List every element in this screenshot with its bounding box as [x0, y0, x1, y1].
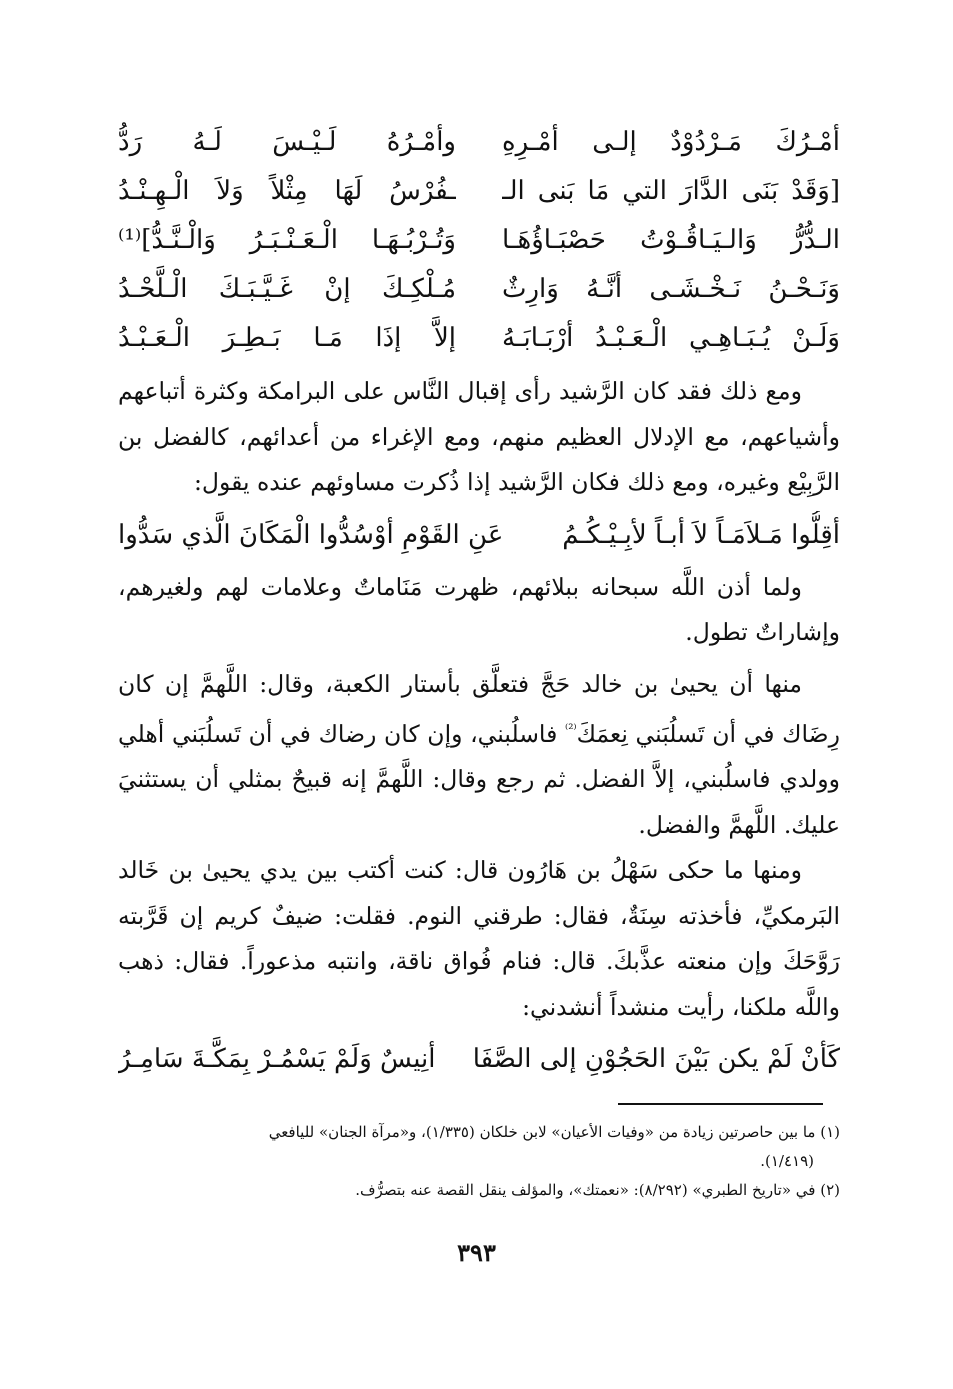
poem-verse — [118, 216, 840, 265]
paragraph-text-part1: منها أن يحيىٰ بن خالد حَجَّ فتعلَّق بأستار الكعبة، وقال: اللَّهمَّ إن كان رِضَاك في أن تَسلُبَني نِعمَكَ — [118, 669, 840, 748]
poem-verse — [118, 314, 840, 363]
verse-second-hemistich: أنِيسٌ وَلَمْ يَسْمُـرْ بِمَكَّـةَ سَامِـرُ — [118, 1044, 436, 1075]
footnote-2: (٢) في «تاريخ الطبري» (٨/٢٩٢): «نعمتك»، والمؤلف ينقل القصة عنه بتصرُّف. — [355, 1181, 840, 1199]
verse-second-hemistich: مُـلْكِـكَ إنْ غَـيَّـبَـكَ الْـلَّحْـدُ — [118, 274, 456, 304]
footnote-separator — [618, 1103, 823, 1105]
footnotes — [118, 1118, 840, 1205]
verse-second-hemistich: وَتُـرْبُـهَـا الْـعَـنْـبَـرُ وَالْـنَّـدُّ]⁽¹⁾ — [118, 225, 456, 255]
paragraph-sahl-ibn-harun: ومنها ما حكى سَهْلُ بن هَارُون قال: كنت أكتب بين يدي يحيىٰ بن خَالد البَرمكيِّ، فأخذته سِنَةٌ، فقال: طرقني النوم. فقلت: ضيفٌ كريم إن قَرَّبته رَوَّحَكَ وإن منعته عذَّبكَ. قال: فنام فُواق ناقة، وانتبه مذعوراً. فقال: ذهب واللَّه ملكنا، رأيت منشداً أنشدني: — [118, 856, 840, 1021]
verse-first-hemistich: الـدُّرُّ وَالـيَـاقُـوْتُ حَصْبَـاؤُهَـا — [502, 225, 840, 255]
verse-second-hemistich: وأمْـرُهُ لَـيْـسَ لَـهُ رَدُّ — [118, 127, 456, 157]
footnote-1-continuation: (١/٤١٩). — [760, 1152, 814, 1170]
verse-first-hemistich: أمْـرُكَ مَـرْدُوْدٌ إلـى أمْـرِهِ — [502, 127, 840, 157]
verse-first-hemistich: [وَقَدْ بَنَى الدَّارَ التي مَا بَنى الـ — [502, 176, 840, 206]
poem-verse-middle — [118, 511, 840, 560]
footnote-marker: ⁽²⁾ — [564, 722, 577, 737]
verse-first-hemistich: وَلَـنْ يُـبَـاهِـي الْـعَـبْـدُ أرْبَـابَـهُ — [502, 323, 840, 353]
poem-verse — [118, 118, 840, 167]
paragraph-omens: ولما أذن اللَّه سبحانه ببلائهم، ظهرت مَنَاماتٌ وعلامات لهم ولغيرهم، وإشاراتٌ تطول. — [118, 572, 840, 646]
poem-verse — [118, 167, 840, 216]
verse-first-hemistich: كَأنْ لَمْ يكن بَيْنَ الحَجُوْنِ إلى الصَّفَا — [472, 1044, 840, 1075]
poem-verse — [118, 265, 840, 314]
paragraph-yahya-kaaba — [118, 662, 840, 849]
verse-second-hemistich: ـفُرْسُ لَهَا مِثْلاً وَلاَ الْـهِـنْـدُ — [118, 176, 456, 206]
verse-second-hemistich: إلاَّ إذَا مَـا بَـطِـرَ الْـعَـبْـدُ — [118, 323, 456, 353]
paragraph-text-part2: فاسلُبني، وإن كان رضاك في أن تَسلُبَني أهلي وولدي فاسلُبني، إلاَّ الفضل. ثم رجع وقال: اللَّهمَّ إنه قبيحٌ بمثلي أن يستثنيَ عليك. اللَّهمَّ والفضل. — [118, 719, 840, 839]
page-body — [118, 118, 840, 1089]
page-number: ٣٩٣ — [457, 1238, 496, 1267]
footnote-1: (١) ما بين حاصرتين زيادة من «وفيات الأعيان» لابن خلكان (١/٣٣٥)، و«مرآة الجنان» لليافعي — [268, 1123, 840, 1141]
paragraph-barmakids-followers: ومع ذلك فقد كان الرَّشيد رأى إقبال النَّاس على البرامكة وكثرة أتباعهم وأشياعهم، مع الإدلال العظيم منهم، ومع الإغراء من أعدائهم، كالفضل بن الرَّبِيْع وغيره، ومع ذلك فكان الرَّشيد إذا ذُكرت مساوئهم عنده يقول: — [118, 377, 840, 496]
verse-first-hemistich: وَنَـحْـنُ نَـخْـشَـى أنَّـهُ وَارِثٌ — [502, 274, 840, 304]
verse-second-hemistich: عَنِ القَوْمِ أوْسُدُّوا الْمَكَانَ الَّذي سَدُّوا — [118, 519, 504, 550]
verse-first-hemistich: أقِلُّوا مَـلاَمَـاً لاَ أبـاً لأبِـيْـكُـمُ — [562, 519, 840, 550]
poem-verse-bottom — [118, 1035, 840, 1084]
